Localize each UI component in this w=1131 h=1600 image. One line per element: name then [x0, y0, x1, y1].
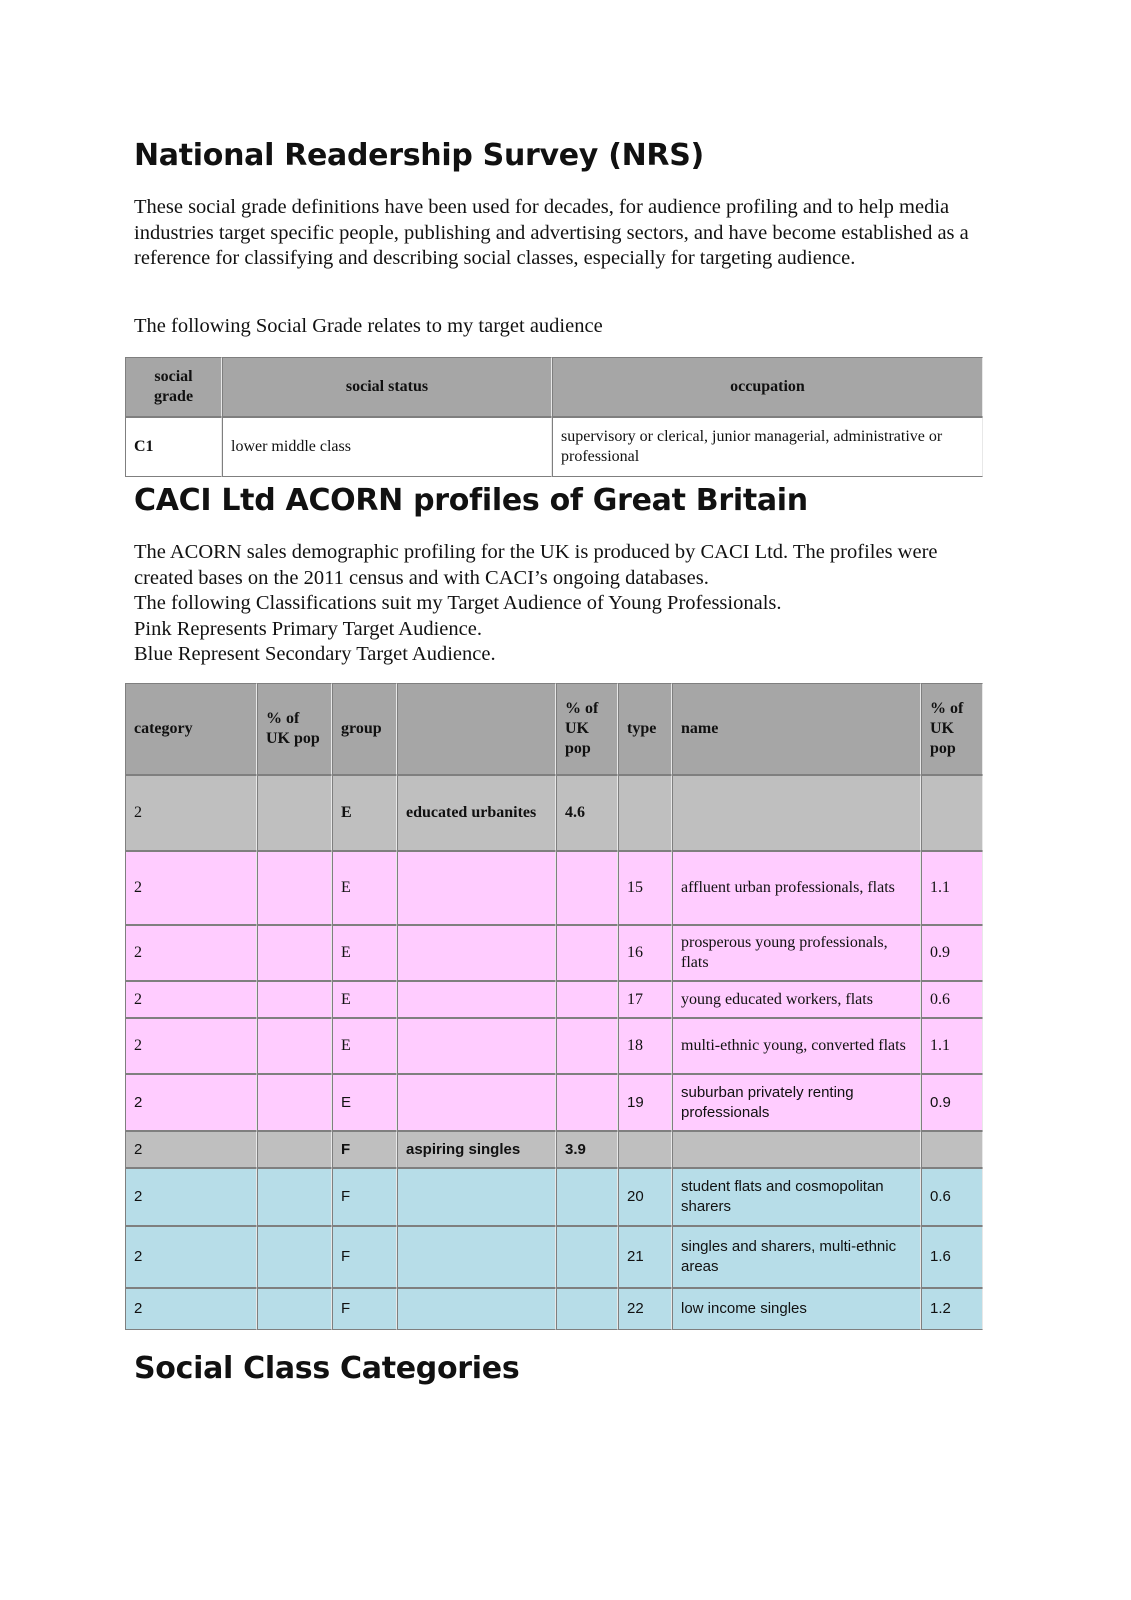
table-row	[125, 417, 983, 477]
cell	[397, 1226, 556, 1288]
cell: multi-ethnic young, converted flats	[672, 1018, 921, 1074]
cell: F	[332, 1288, 397, 1330]
table-header-row	[125, 357, 983, 417]
cell: 16	[618, 925, 672, 981]
cell: 2	[125, 1018, 257, 1074]
cell: singles and sharers, multi-ethnic areas	[672, 1226, 921, 1288]
cell: C1	[125, 417, 222, 477]
cell	[257, 1226, 332, 1288]
cell: student flats and cosmopolitan sharers	[672, 1168, 921, 1226]
cell: affluent urban professionals, flats	[672, 851, 921, 925]
cell: 1.6	[921, 1226, 983, 1288]
table-row	[125, 1074, 983, 1131]
table-header-row	[125, 683, 983, 775]
cell: 22	[618, 1288, 672, 1330]
cell: E	[332, 775, 397, 851]
header-cell	[397, 683, 556, 775]
cell: 2	[125, 1168, 257, 1226]
cell: educated urbanites	[397, 775, 556, 851]
header-cell: name	[672, 683, 921, 775]
cell: 1.1	[921, 851, 983, 925]
cell: 20	[618, 1168, 672, 1226]
cell	[257, 981, 332, 1018]
cell: 0.6	[921, 981, 983, 1018]
cell: 2	[125, 775, 257, 851]
cell: F	[332, 1131, 397, 1168]
cell	[397, 851, 556, 925]
table-row	[125, 1018, 983, 1074]
header-cell: group	[332, 683, 397, 775]
cell: 0.6	[921, 1168, 983, 1226]
cell	[257, 1288, 332, 1330]
cell: F	[332, 1226, 397, 1288]
group-row	[125, 1131, 983, 1168]
cell: aspiring singles	[397, 1131, 556, 1168]
group-row	[125, 775, 983, 851]
cell: lower middle class	[222, 417, 552, 477]
cell: 3.9	[556, 1131, 618, 1168]
nrs-title: National Readership Survey (NRS)	[134, 138, 704, 173]
cell: suburban privately renting professionals	[672, 1074, 921, 1131]
cell: 15	[618, 851, 672, 925]
cell	[921, 775, 983, 851]
header-cell: % of UK pop	[257, 683, 332, 775]
cell: E	[332, 981, 397, 1018]
cell	[556, 851, 618, 925]
cell: 21	[618, 1226, 672, 1288]
social-grade-table	[125, 357, 983, 477]
table-row	[125, 851, 983, 925]
cell	[556, 1168, 618, 1226]
acorn-title: CACI Ltd ACORN profiles of Great Britain	[134, 483, 808, 518]
cell	[397, 1074, 556, 1131]
cell: 2	[125, 981, 257, 1018]
cell: 2	[125, 1288, 257, 1330]
nrs-lead: The following Social Grade relates to my target audience	[134, 315, 603, 337]
cell: E	[332, 851, 397, 925]
header-cell: type	[618, 683, 672, 775]
text-line: The following Classifications suit my Target Audience of Young Professionals.	[134, 592, 782, 614]
text-line: Blue Represent Secondary Target Audience.	[134, 643, 496, 665]
table-row	[125, 981, 983, 1018]
cell	[556, 925, 618, 981]
cell: E	[332, 925, 397, 981]
cell	[257, 1131, 332, 1168]
cell: 17	[618, 981, 672, 1018]
table-row	[125, 1168, 983, 1226]
acorn-intro	[134, 540, 984, 668]
text-line: The ACORN sales demographic profiling for the UK is produced by CACI Ltd. The profiles were created bases on the 2011 census and with CACI’s ongoing databases.	[134, 541, 938, 589]
cell	[556, 1226, 618, 1288]
cell	[397, 925, 556, 981]
cell: young educated workers, flats	[672, 981, 921, 1018]
cell	[397, 1288, 556, 1330]
text-line: Pink Represents Primary Target Audience.	[134, 617, 482, 640]
cell	[921, 1131, 983, 1168]
cell	[556, 1018, 618, 1074]
nrs-intro: These social grade definitions have been used for decades, for audience profiling and to help media industries target specific people, publishing and advertising sectors, and have become established as a reference for classifying and describing social classes, especially for targeting audience.	[134, 196, 969, 269]
cell	[618, 775, 672, 851]
cell	[556, 1074, 618, 1131]
cell: 2	[125, 925, 257, 981]
header-cell: % of UK pop	[921, 683, 983, 775]
cell	[257, 1168, 332, 1226]
header-cell: occupation	[552, 357, 983, 417]
cell	[257, 775, 332, 851]
cell: 18	[618, 1018, 672, 1074]
cell	[257, 1018, 332, 1074]
cell: 0.9	[921, 925, 983, 981]
cell: 2	[125, 1074, 257, 1131]
cell	[672, 775, 921, 851]
cell: 1.2	[921, 1288, 983, 1330]
cell	[672, 1131, 921, 1168]
header-cell: social grade	[125, 357, 222, 417]
cell: 0.9	[921, 1074, 983, 1131]
cell	[397, 981, 556, 1018]
cell	[397, 1168, 556, 1226]
cell: supervisory or clerical, junior managerial, administrative or professional	[552, 417, 983, 477]
acorn-table	[125, 683, 983, 1330]
cell	[257, 925, 332, 981]
cell	[556, 981, 618, 1018]
cell	[257, 1074, 332, 1131]
table-row	[125, 1226, 983, 1288]
cell	[257, 851, 332, 925]
cell: 4.6	[556, 775, 618, 851]
cell: 2	[125, 1226, 257, 1288]
table-row	[125, 925, 983, 981]
cell: 1.1	[921, 1018, 983, 1074]
cell	[556, 1288, 618, 1330]
cell: E	[332, 1018, 397, 1074]
header-cell: social status	[222, 357, 552, 417]
header-cell: % of UK pop	[556, 683, 618, 775]
header-cell: category	[125, 683, 257, 775]
social-class-title: Social Class Categories	[134, 1351, 520, 1386]
cell	[397, 1018, 556, 1074]
cell: 19	[618, 1074, 672, 1131]
table-row	[125, 1288, 983, 1330]
cell: low income singles	[672, 1288, 921, 1330]
cell: E	[332, 1074, 397, 1131]
cell: 2	[125, 851, 257, 925]
cell: prosperous young professionals, flats	[672, 925, 921, 981]
cell	[618, 1131, 672, 1168]
cell: 2	[125, 1131, 257, 1168]
cell: F	[332, 1168, 397, 1226]
